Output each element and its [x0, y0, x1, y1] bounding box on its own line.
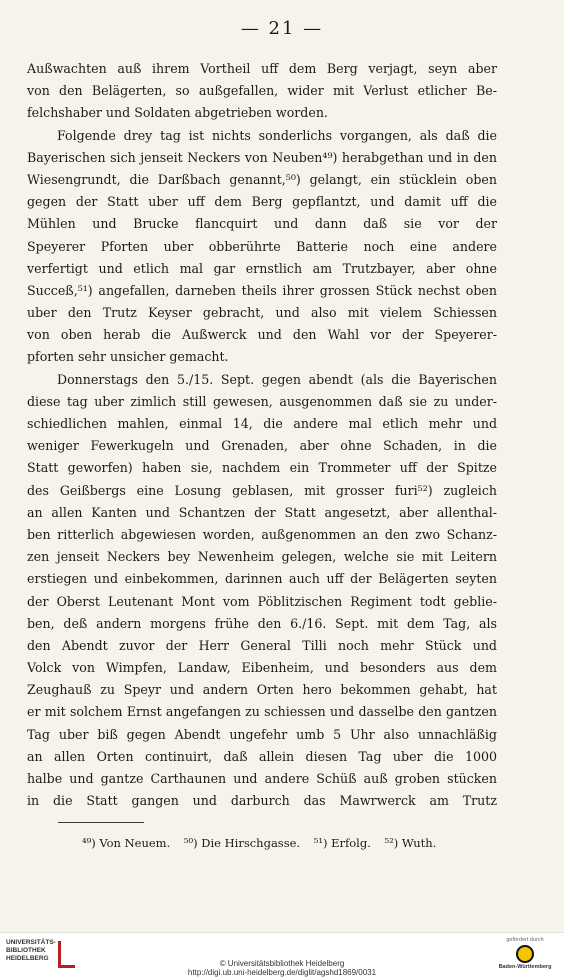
text-line: halbe und gantze Carthaunen und andere Schüß auß groben stücken [27, 771, 497, 786]
text-line: zen jenseit Neckers bey Newenheim gelegen, welche sie mit Leitern [27, 549, 497, 565]
funder-name: Baden-Württemberg [498, 964, 552, 970]
text-line: des Geißbergs eine Losung geblasen, mit grosser furi⁵²) zugleich [27, 482, 497, 498]
text-line: Wiesengrundt, die Darßbach genannt,⁵⁰) gelangt, ein stücklein oben [27, 171, 497, 187]
state-emblem-icon [516, 945, 534, 963]
text-line: von den Belägerten, so außgefallen, wider mit Verlust etlicher Be- [27, 83, 497, 99]
footnotes [82, 836, 446, 850]
text-line: den Abendt zuvor der Herr General Tilli noch mehr Stück und [27, 637, 497, 653]
text-line: Speyerer Pforten uber obberührte Batterie noch eine andere [27, 238, 497, 254]
funded-by-label: gefördert durch [506, 937, 544, 943]
text-line: Volck von Wimpfen, Landaw, Eibenheim, und besonders aus dem [27, 660, 497, 676]
text-line: erstiegen und einbekommen, darinnen auch uff der Belägerten seyten [27, 571, 497, 587]
text-line: diese tag uber zimlich still gewesen, ausgenommen daß sie zu under- [27, 393, 497, 409]
page-number: — 21 — [240, 18, 324, 39]
text-line: er mit solchem Ernst angefangen zu schiessen und dasselbe den gantzen [27, 704, 497, 720]
text-line: felchshaber und Soldaten abgetrieben worden. [27, 105, 328, 121]
library-name-line-2: BIBLIOTHEK [6, 947, 46, 954]
footnote-50: ⁵⁰) Die Hirschgasse. [183, 836, 301, 850]
library-name-line-3: HEIDELBERG [6, 955, 49, 962]
text-line: ben, deß andern morgens frühe den 6./16. Sept. mit dem Tag, als [27, 615, 497, 631]
text-line: an allen Orten continuirt, daß allein diesen Tag uber die 1000 [27, 748, 497, 764]
text-line: Succeß,⁵¹) angefallen, darneben theils ihrer grossen Stück nechst oben [27, 282, 497, 298]
library-name-line-1: UNIVERSITÄTS- [6, 939, 56, 946]
text-line: Tag uber biß gegen Abendt ungefehr umb 5 Uhr also unnachläßig [27, 726, 497, 742]
text-line: Statt geworfen) haben sie, nachdem ein Trommeter uff der Spitze [27, 460, 497, 476]
text-line: ben ritterlich abgewiesen worden, außgenommen an den zwo Schanz- [27, 526, 497, 542]
text-line: gegen der Statt uber uff dem Berg gepflantzt, und damit uff die [27, 194, 497, 210]
text-line: Bayerischen sich jenseit Neckers von Neuben⁴⁹) herabgethan und in den [27, 149, 497, 165]
text-line: von oben herab die Außwerck und den Wahl vor der Speyerer- [27, 327, 497, 343]
text-line: Folgende drey tag ist nichts sonderlichs vorgangen, als daß die [57, 127, 497, 143]
text-line: weniger Fewerkugeln und Grenaden, aber ohne Schaden, in die [27, 438, 497, 454]
text-line: Außwachten auß ihrem Vortheil uff dem Berg verjagt, seyn aber [27, 61, 497, 76]
footnote-51: ⁵¹) Erfolg. [313, 836, 371, 850]
footnote-divider [58, 822, 144, 823]
text-line: uber den Trutz Keyser gebracht, und also mit vielem Schiessen [27, 305, 497, 321]
viewer-footer [0, 932, 564, 978]
text-line: der Oberst Leutenant Mont vom Pöblitzischen Regiment todt geblie- [27, 593, 497, 609]
text-line: Zeughauß zu Speyr und andern Orten hero bekommen gehabt, hat [27, 682, 497, 698]
funder-logo[interactable] [492, 937, 558, 970]
copyright-notice: © Universitätsbibliothek Heidelberg [219, 959, 345, 968]
text-line: Donnerstags den 5./15. Sept. gegen abendt (als die Bayerischen [57, 371, 497, 387]
text-line: in die Statt gangen und darburch das Mawrwerck am Trutz [27, 793, 497, 809]
footnote-52: ⁵²) Wuth. [384, 836, 437, 850]
text-line: an allen Kanten und Schantzen der Statt angesetzt, aber allenthal- [27, 504, 497, 520]
text-line: verfertigt und etlich mal gar ernstlich am Trutzbayer, aber ohne [27, 260, 497, 276]
text-line: pforten sehr unsicher gemacht. [27, 349, 229, 365]
body-text [27, 58, 497, 812]
text-line: Mühlen und Brucke flancquirt und dann daß sie vor der [27, 216, 497, 232]
text-line: schiedlichen mahlen, einmal 14, die andere mal etlich mehr und [27, 416, 497, 431]
permalink[interactable]: http://digi.ub.uni-heidelberg.de/diglit/agshd1869/0031 [187, 968, 377, 977]
footnote-49: ⁴⁹) Von Neuem. [82, 836, 171, 850]
